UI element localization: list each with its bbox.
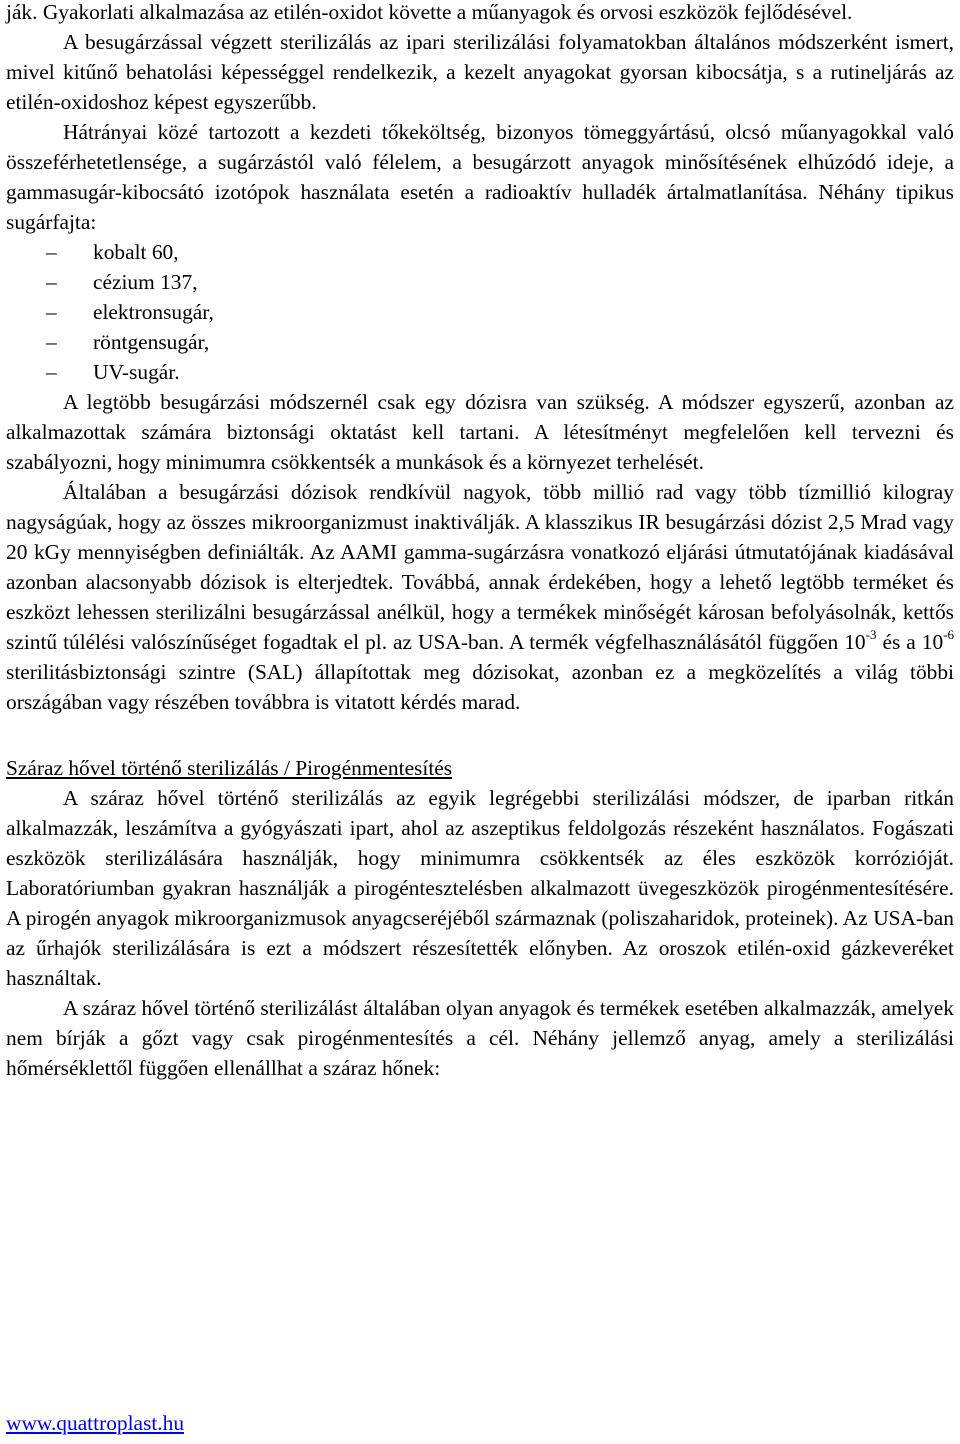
section-heading-dry-heat: Száraz hővel történő sterilizálás / Pirogénmentesítés — [6, 756, 453, 780]
paragraph-dry-heat-2: A száraz hővel történő sterilizálást általában olyan anyagok és termékek esetében alkalmazzák, amelyek nem bírják a gőzt vagy csak pirogénmentesítés a cél. Néhány jellemző anyag, amely a sterilizálási hőmérséklettől függően ellenállhat a száraz hőnek: — [6, 996, 954, 1080]
paragraph-radiation-drawbacks: Hátrányai közé tartozott a kezdeti tőkeköltség, bizonyos tömeggyártású, olcsó műanyagokkal való összeférhetetlensége, a sugárzástól való félelem, a besugárzott anyagok minősítésének elhúzódó ideje, a gammasugár-kibocsátó izotópok használata esetén a radioaktív hulladék ártalmatlanítása. Néhány tipikus sugárfajta: — [6, 120, 954, 234]
paragraph-dry-heat-1: A száraz hővel történő sterilizálás az egyik legrégebbi sterilizálási módszer, de iparban ritkán alkalmazzák, leszámítva a gyógyászati ipart, ahol az aszeptikus feldolgozás részeként használatos. Fogászati eszközök sterilizálására használják, hogy minimumra csökkentsék az éles eszközök korrózióját. Laboratóriumban gyakran használják a pirogéntesztelésben alkalmazott üvegeszközök pirogénmentesítésére. A pirogén anyagok mikroorganizmusok anyagcseréjéből származnak (poliszaharidok, proteinek). Az USA-ban az űrhajók sterilizálására is ezt a módszert részesítették előnyben. Az oroszok etilén-oxid gázkeveréket használtak. — [6, 786, 954, 990]
paragraph-general-doses — [6, 477, 954, 717]
general-doses-text-a: Általában a besugárzási dózisok rendkívül nagyok, több millió rad vagy több tízmillió kilogray nagyságúak, hogy az összes mikroorganizmust inaktiválják. A klasszikus IR besugárzási dózist 2,5 Mrad vagy 20 kGy mennyiségben definiálták. Az AAMI gamma-sugárzásra vonatkozó eljárási útmutatójának kiadásával azonban alacsonyabb dózisok is elterjedtek. Továbbá, annak érdekében, hogy a lehető legtöbb terméket és eszközt lehessen sterilizálni besugárzással anélkül, hogy a termékek minőségét károsan befolyásolnák, kettős szintű túlélési valószínűséget fogadtak el pl. az USA-ban. A termék végfelhasználásától függően 10 — [6, 480, 954, 654]
list-dash: – — [46, 270, 57, 294]
list-item-text: elektronsugár, — [93, 300, 214, 324]
list-item — [6, 267, 954, 297]
general-doses-text-c: sterilitásbiztonsági szintre (SAL) állapítottak meg dózisokat, azonban ez a megközelítés a világ többi országában vagy részében továbbra is vitatott kérdés marad. — [6, 660, 954, 714]
paragraph-radiation-intro: A besugárzással végzett sterilizálás az ipari sterilizálási folyamatokban általános módszerként ismert, mivel kitűnő behatolási képességgel rendelkezik, a kezelt anyagokat gyorsan kibocsátja, s a rutineljárás az etilén-oxidoshoz képest egyszerűbb. — [6, 30, 954, 114]
list-dash: – — [46, 300, 57, 324]
list-item — [6, 237, 954, 267]
list-dash: – — [46, 360, 57, 384]
exponent-minus-3: -3 — [865, 626, 877, 642]
list-dash: – — [46, 330, 57, 354]
general-doses-text-b: és a 10 — [876, 630, 944, 654]
list-item — [6, 357, 954, 387]
radiation-types-list — [6, 237, 954, 387]
exponent-minus-6: -6 — [943, 626, 955, 642]
list-item-text: röntgensugár, — [93, 330, 210, 354]
list-item-text: cézium 137, — [93, 270, 198, 294]
footer-website-link[interactable]: www.quattroplast.hu — [6, 1411, 185, 1435]
list-item-text: UV-sugár. — [93, 360, 180, 384]
list-dash: – — [46, 240, 57, 264]
list-item-text: kobalt 60, — [93, 240, 179, 264]
list-item — [6, 297, 954, 327]
list-item — [6, 327, 954, 357]
paragraph-dose: A legtöbb besugárzási módszernél csak egy dózisra van szükség. A módszer egyszerű, azonban az alkalmazottak számára biztonsági oktatást kell tartani. A létesítményt megfelelően kell tervezni és szabályozni, hogy minimumra csökkentsék a munkások és a környezet terhelését. — [6, 390, 954, 474]
paragraph-intro: ják. Gyakorlati alkalmazása az etilén-oxidot követte a műanyagok és orvosi eszközök fejlődésével. — [6, 0, 853, 24]
